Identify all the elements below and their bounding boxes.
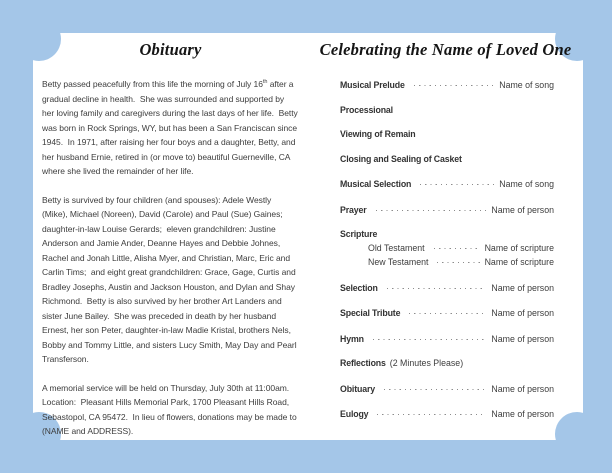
order-item-label: Hymn xyxy=(340,333,364,344)
order-item-label: Prayer xyxy=(340,204,367,215)
dotted-leader xyxy=(373,333,487,342)
order-item xyxy=(340,105,554,116)
ordinal-superscript: th xyxy=(262,79,268,86)
order-item xyxy=(340,307,554,319)
paragraph-text: after a gradual decline in health. She was surrounded and supported by her loving family and caregivers during the last days of her life. Betty was born in Rock Springs, WY, but has been a San Franciscan since 1945. In 1971, after raising her four boys and a daughter, Betty, and her husband Ernie, retired in (or move to) beautiful Guerneville, CA where she lived the remainder of her life. xyxy=(42,79,301,176)
order-item xyxy=(340,79,554,91)
order-item-line xyxy=(340,204,554,216)
order-item-label: Closing and Sealing of Casket xyxy=(340,153,462,164)
order-item-note: (2 Minutes Please) xyxy=(389,358,464,368)
order-item-line xyxy=(340,307,554,319)
order-item-value: Name of song xyxy=(499,179,554,189)
order-item-label: Special Tribute xyxy=(340,308,401,318)
obituary-paragraph-1 xyxy=(42,77,301,179)
order-subitem-value: Name of scripture xyxy=(484,243,554,253)
paragraph-text: Betty passed peacefully from this life the morning of July 16 xyxy=(42,79,263,89)
order-item-line xyxy=(340,129,554,140)
order-subitem-label: Old Testament xyxy=(368,243,425,253)
order-subitem-value: Name of scripture xyxy=(484,257,554,267)
order-item-value: Name of song xyxy=(499,80,554,90)
dotted-leader xyxy=(384,383,486,392)
order-item-line xyxy=(340,408,554,420)
order-item-line xyxy=(340,282,554,294)
order-item-value: Name of person xyxy=(491,282,554,293)
service-order-list xyxy=(340,79,554,420)
order-item-value: Name of person xyxy=(491,204,554,215)
obituary-text xyxy=(42,77,301,439)
order-item-value: Name of person xyxy=(491,383,554,394)
order-item-line xyxy=(340,229,554,240)
order-item xyxy=(340,204,554,216)
order-item xyxy=(340,358,554,369)
dotted-leader xyxy=(434,242,480,251)
order-item xyxy=(340,383,554,395)
order-item-line xyxy=(340,154,554,165)
dotted-leader xyxy=(437,256,479,265)
order-item xyxy=(340,282,554,294)
order-item xyxy=(340,229,554,268)
order-item-value: Name of person xyxy=(491,409,554,419)
order-item-value: Name of person xyxy=(491,308,554,318)
dotted-leader xyxy=(377,408,486,417)
order-item-label: Eulogy xyxy=(340,409,369,419)
order-item-label: Viewing of Remain xyxy=(340,129,416,139)
dotted-leader xyxy=(409,307,486,316)
program-sheet xyxy=(33,33,583,440)
order-of-service-page xyxy=(308,33,583,440)
order-item-line xyxy=(340,333,554,345)
order-item-line xyxy=(340,383,554,395)
order-item-label: Scripture xyxy=(340,229,378,239)
order-item-line xyxy=(340,178,554,190)
obituary-page xyxy=(33,33,308,440)
obituary-paragraph-3: A memorial service will be held on Thursday, July 30th at 11:00am. Location: Pleasant Hills Memorial Park, 1700 Pleasant Hills Road, Sebastopol, CA 95472. In lieu of flowers, donations may be made to (NAME and ADDRESS). xyxy=(42,382,299,436)
order-item-label: Obituary xyxy=(340,383,375,394)
order-subitem-label: New Testament xyxy=(368,257,429,267)
order-item-label: Musical Prelude xyxy=(340,80,405,90)
order-item-label: Processional xyxy=(340,104,393,115)
order-item xyxy=(340,333,554,345)
order-item xyxy=(340,154,554,165)
obituary-paragraph-2: Betty is survived by four children (and spouses): Adele Westly (Mike), Michael (Noreen), David (Carole) and Paul (Sue) Gaines; daughter-in-law Louise Gerards; eleven grandchildren: Justine Anderson and Jamie Ander, Deanne Hayes and Debbie Johnes, Rachel and Jonah Little, Alisha Myer, and Christian, Marc, Eric and Carlin Tims; and eight great grandchildren: Grace, Gage, Curtis and Bradley Josephs, Austin and Jackson Houston, and Dylan and Shay Richmond. Betty is also survived by her brother Art Landers and sister June Bailey. She was preceded in death by her husband Ernest, her son Peter, daughter-in-law Madie Kristal, brothers Nels, Bobby and Tommy Little, and sisters Lucy Smith, May Day and Pearl Transferson. xyxy=(42,194,299,364)
dotted-leader xyxy=(387,282,487,291)
order-item-line xyxy=(340,79,554,91)
dotted-leader xyxy=(376,204,487,213)
order-item-label: Reflections xyxy=(340,358,386,368)
order-item-line xyxy=(340,105,554,116)
order-item-line xyxy=(340,358,554,369)
order-of-service-title: Celebrating the Name of Loved One xyxy=(319,40,572,59)
order-subitem xyxy=(368,242,554,254)
order-item xyxy=(340,129,554,140)
order-item-label: Musical Selection xyxy=(340,179,412,189)
order-item-value: Name of person xyxy=(491,333,554,344)
dotted-leader xyxy=(414,79,494,88)
dotted-leader xyxy=(420,178,494,187)
order-item xyxy=(340,178,554,190)
order-subitem xyxy=(368,256,554,268)
order-item xyxy=(340,408,554,420)
order-item-label: Selection xyxy=(340,282,378,293)
obituary-title: Obituary xyxy=(139,40,202,59)
